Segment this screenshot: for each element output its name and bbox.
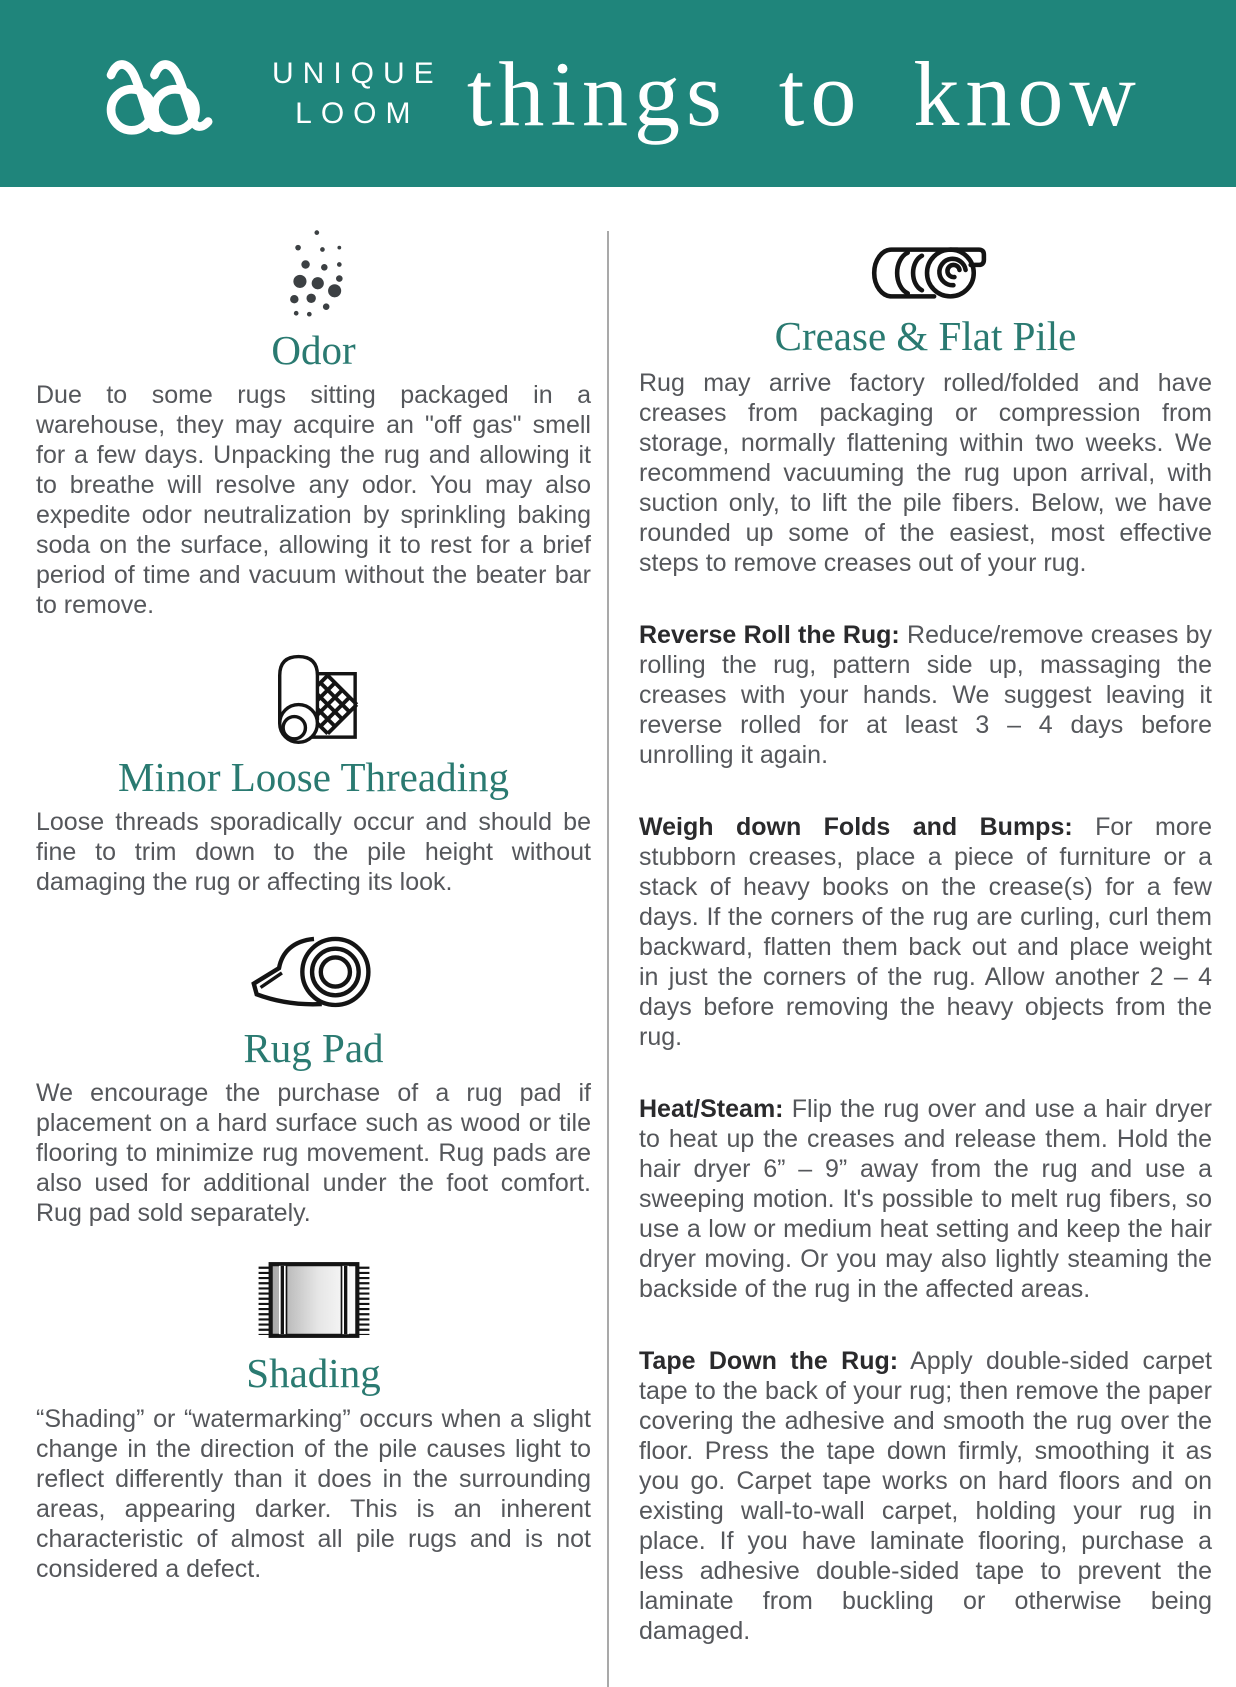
section-body-shading: “Shading” or “watermarking” occurs when a slight change in the direction of the pile causes light to reflect differently than it does in the surrounding areas, appearing darker. This is an inherent characteristic of almost all pile rugs and is not considered a defect.: [36, 1404, 591, 1583]
step-text-reverse-roll: Reduce/remove creases by rolling the rug, pattern side up, massaging the creases with your hands. We suggest leaving it reverse rolled for at least 3 – 4 days before unrolling it again.: [639, 621, 1213, 770]
section-title-rugpad: Rug Pad: [243, 1025, 384, 1072]
step-label-weigh-down: Weigh down Folds and Bumps:: [639, 813, 1073, 842]
section-title-crease: Crease & Flat Pile: [774, 313, 1077, 359]
page-title: things to know: [466, 42, 1142, 145]
section-body-threading: Loose threads sporadically occur and should be fine to trim down to the pile height without damaging the rug or affecting its look.: [36, 808, 591, 897]
step-tape-down: [639, 1346, 1212, 1646]
step-heat-steam: [639, 1094, 1212, 1304]
unique-loom-loops-icon: [100, 46, 250, 142]
section-body-rugpad: We encourage the purchase of a rug pad if placement on a hard surface such as wood or tile flooring to minimize rug movement. Rug pads are also used for additional under the foot comfort. Rug pad sold separately.: [36, 1079, 591, 1228]
step-text-heat-steam: Flip the rug over and use a hair dryer to heat up the creases and release them. Hold the hair dryer 6” – 9” away from the rug and use a sweeping motion. It's possible to melt rug fibers, so use a low or medium heat setting and keep the hair dryer moving. Or you may also lightly steaming the backside of the rug in the affected areas.: [639, 1095, 1213, 1304]
right-column: [607, 187, 1236, 1646]
step-reverse-roll: [639, 620, 1212, 770]
section-rug-pad: [36, 927, 591, 1228]
rug-pad-roll-icon: [36, 927, 591, 1015]
step-text-tape-down: Apply double-sided carpet tape to the back of your rug; then remove the paper covering the adhesive and smooth the rug over the floor. Press the tape down firmly, smoothing it as you go. Carpet tape works on hard floors and on existing wall-to-wall carpet, holding your rug in place. If you have laminate flooring, purchase a less adhesive double-sided tape to prevent the laminate from buckling or otherwise being damaged.: [639, 1347, 1213, 1646]
odor-dots-icon: [36, 227, 591, 317]
section-title-odor: Odor: [271, 327, 356, 373]
step-weigh-down: [639, 812, 1212, 1052]
brand-name: [272, 54, 443, 134]
section-title-threading: Minor Loose Threading: [118, 754, 509, 801]
rolled-rug-side-icon: [639, 243, 1212, 303]
step-label-reverse-roll: Reverse Roll the Rug:: [639, 621, 900, 650]
step-label-tape-down: Tape Down the Rug:: [639, 1347, 899, 1376]
section-body-odor: Due to some rugs sitting packaged in a warehouse, they may acquire an "off gas" smell for a few days. Unpacking the rug and allowing it to breathe will resolve any odor. You may also expedite odor neutralization by sprinkling baking soda on the surface, allowing it to rest for a brief period of time and vacuum without the beater bar to remove.: [36, 381, 591, 620]
shaded-rug-icon: [36, 1260, 591, 1340]
brand-line1: UNIQUE: [272, 56, 443, 90]
header-banner: [0, 0, 1236, 187]
left-column: [0, 187, 607, 1646]
section-title-shading: Shading: [246, 1350, 381, 1397]
step-text-weigh-down: For more stubborn creases, place a piece of furniture or a stack of heavy books on the crease(s) for a few days. If the corners of the rug are curling, curl them backward, flatten them back out and place weight in just the corners of the rug. Allow another 2 – 4 days before removing the heavy objects from the rug.: [639, 813, 1212, 1052]
step-label-heat-steam: Heat/Steam:: [639, 1095, 784, 1124]
brand-line2: LOOM: [295, 96, 420, 130]
brand-logo: [100, 46, 443, 142]
column-divider: [607, 231, 609, 1687]
section-odor: [36, 227, 591, 620]
section-shading: [36, 1260, 591, 1583]
rolled-rug-threads-icon: [36, 648, 591, 744]
section-intro-crease: Rug may arrive factory rolled/folded and have creases from packaging or compression from storage, normally flattening within two weeks. We recommend vacuuming the rug upon arrival, with suction only, to lift the pile fibers. Below, we have rounded up some of the easiest, most effective steps to remove creases out of your rug.: [639, 369, 1212, 578]
section-minor-loose-threading: [36, 648, 591, 897]
content-area: [0, 187, 1236, 1646]
